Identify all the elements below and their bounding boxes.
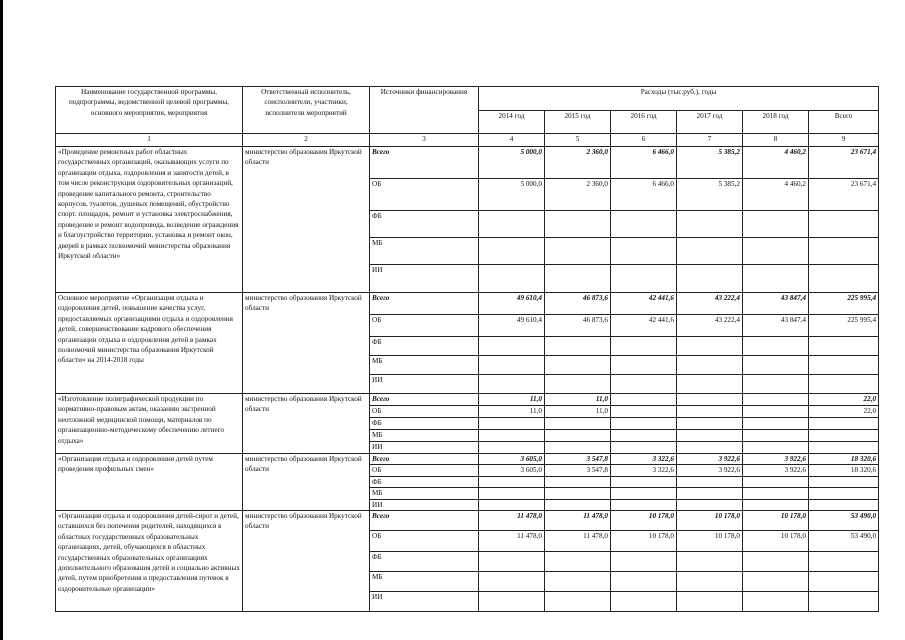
col-number: 6 — [611, 134, 677, 147]
value-cell — [611, 406, 677, 418]
program-name: «Изготовление полиграфической продукции по нормативно-правовым актам, оказанию экстренной неотложной медицинской помощи, материалов по организационно-методическому обеспечению летнего отдыха» — [56, 394, 243, 454]
value-cell: 18 320,6 — [809, 454, 879, 465]
value-cell: 46 873,6 — [545, 293, 611, 315]
source-label: ФБ — [370, 552, 479, 572]
value-cell: 10 178,0 — [611, 531, 677, 552]
table-row — [56, 293, 879, 315]
source-label: ФБ — [370, 337, 479, 356]
value-cell: 225 995,4 — [809, 293, 879, 315]
source-label: ОБ — [370, 315, 479, 337]
table-row — [56, 511, 879, 531]
value-cell: 11,0 — [479, 406, 545, 418]
value-cell — [743, 394, 809, 406]
budget-table — [55, 86, 879, 612]
value-cell: 10 178,0 — [677, 511, 743, 531]
header-source: Источники финансирования — [370, 87, 479, 134]
source-label: ФБ — [370, 211, 479, 238]
value-cell: 3 322,6 — [611, 454, 677, 465]
program-name: «Проведение ремонтных работ областных государственных организаций, оказывающих услуги по организации отдыха, оздоровления и занятости детей, в том числе реконструкция оздоровительных организаций, проведение капитального ремонта, строительство корпусов, туалетов, душевых помещений, обустройство спорт. площадок, ремонт и установка электроснабжения, проведение и ремонт водопровода, возведение ограждения и благоустройство территории, установка и ремонт окон, дверей в рамках полномочий министерства образования Иркутской области» — [56, 147, 243, 293]
value-cell: 22,0 — [809, 394, 879, 406]
source-label: Всего — [370, 394, 479, 406]
col-number: 7 — [677, 134, 743, 147]
header-year: 2014 год — [479, 110, 545, 134]
value-cell — [677, 406, 743, 418]
value-cell: 11 478,0 — [545, 531, 611, 552]
header-executor: Ответственный исполнитель, соисполнители, участники, исполнители мероприятий — [243, 87, 370, 134]
source-label: МБ — [370, 488, 479, 499]
source-label: ФБ — [370, 476, 479, 487]
col-number: 5 — [545, 134, 611, 147]
value-cell: 43 847,4 — [743, 293, 809, 315]
source-label: Всего — [370, 511, 479, 531]
source-label: Всего — [370, 293, 479, 315]
source-label: ИИ — [370, 375, 479, 394]
value-cell: 11 478,0 — [479, 531, 545, 552]
value-cell: 49 610,4 — [479, 315, 545, 337]
header-year-total: Всего — [809, 110, 879, 134]
value-cell: 11,0 — [545, 394, 611, 406]
value-cell: 43 222,4 — [677, 293, 743, 315]
value-cell: 4 460,2 — [743, 147, 809, 179]
source-label: ИИ — [370, 499, 479, 510]
col-number: 9 — [809, 134, 879, 147]
value-cell: 2 360,0 — [545, 147, 611, 179]
value-cell: 3 605,0 — [479, 454, 545, 465]
value-cell: 11,0 — [479, 394, 545, 406]
source-label: МБ — [370, 572, 479, 592]
header-year: 2018 год — [743, 110, 809, 134]
value-cell: 53 490,0 — [809, 511, 879, 531]
value-cell: 43 847,4 — [743, 315, 809, 337]
value-cell: 5 385,2 — [677, 147, 743, 179]
value-cell: 10 178,0 — [743, 531, 809, 552]
program-name: Основное мероприятие «Организация отдыха и оздоровления детей, повышение качества услуг, предоставляемых организациями отдыха и оздоровления детей, совершенствование кадрового обеспечения организации отдыха и оздоровления детей в рамках полномочий министерства образования Иркутской области» на 2014-2018 годы — [56, 293, 243, 394]
value-cell: 18 320,6 — [809, 465, 879, 476]
col-number: 2 — [243, 134, 370, 147]
value-cell: 53 490,0 — [809, 531, 879, 552]
value-cell — [743, 406, 809, 418]
value-cell: 2 360,0 — [545, 179, 611, 211]
header-year: 2017 год — [677, 110, 743, 134]
value-cell: 11 478,0 — [479, 511, 545, 531]
table-row — [56, 147, 879, 179]
value-cell: 49 610,4 — [479, 293, 545, 315]
header-expenses: Расходы (тыс.руб.), годы — [479, 87, 879, 111]
source-label: ОБ — [370, 465, 479, 476]
source-label: ИИ — [370, 442, 479, 454]
executor-name: министерство образования Иркутской области — [243, 394, 370, 454]
table-row — [56, 454, 879, 465]
value-cell: 10 178,0 — [611, 511, 677, 531]
value-cell: 4 460,2 — [743, 179, 809, 211]
source-label: ОБ — [370, 531, 479, 552]
header-year: 2016 год — [611, 110, 677, 134]
col-number: 3 — [370, 134, 479, 147]
value-cell: 43 222,4 — [677, 315, 743, 337]
value-cell: 46 873,6 — [545, 315, 611, 337]
value-cell: 3 605,0 — [479, 465, 545, 476]
value-cell: 42 441,6 — [611, 293, 677, 315]
value-cell: 5 000,0 — [479, 179, 545, 211]
value-cell: 3 547,8 — [545, 454, 611, 465]
value-cell: 42 441,6 — [611, 315, 677, 337]
table-row — [56, 394, 879, 406]
value-cell: 3 322,6 — [611, 465, 677, 476]
value-cell: 10 178,0 — [677, 531, 743, 552]
source-label: ОБ — [370, 179, 479, 211]
source-label: Всего — [370, 454, 479, 465]
value-cell: 3 922,6 — [743, 465, 809, 476]
source-label: МБ — [370, 430, 479, 442]
source-label: Всего — [370, 147, 479, 179]
value-cell: 5 000,0 — [479, 147, 545, 179]
value-cell: 6 466,0 — [611, 147, 677, 179]
value-cell: 11,0 — [545, 406, 611, 418]
value-cell — [611, 394, 677, 406]
executor-name: министерство образования Иркутской области — [243, 293, 370, 394]
document-page — [55, 86, 878, 612]
col-number: 1 — [56, 134, 243, 147]
scan-edge — [0, 0, 3, 640]
value-cell: 3 922,6 — [743, 454, 809, 465]
col-number: 8 — [743, 134, 809, 147]
program-name: «Организация отдыха и оздоровления детей путем проведения профильных смен» — [56, 454, 243, 511]
value-cell: 6 466,0 — [611, 179, 677, 211]
value-cell — [677, 394, 743, 406]
value-cell: 10 178,0 — [743, 511, 809, 531]
value-cell: 225 995,4 — [809, 315, 879, 337]
value-cell: 23 671,4 — [809, 147, 879, 179]
value-cell: 5 385,2 — [677, 179, 743, 211]
source-label: ИИ — [370, 265, 479, 293]
source-label: МБ — [370, 356, 479, 375]
value-cell: 22,0 — [809, 406, 879, 418]
source-label: ОБ — [370, 406, 479, 418]
value-cell: 3 922,6 — [677, 454, 743, 465]
col-number: 4 — [479, 134, 545, 147]
value-cell: 3 547,8 — [545, 465, 611, 476]
executor-name: министерство образования Иркутской области — [243, 147, 370, 293]
source-label: МБ — [370, 238, 479, 265]
value-cell: 23 671,4 — [809, 179, 879, 211]
value-cell: 11 478,0 — [545, 511, 611, 531]
executor-name: министерство образования Иркутской области — [243, 454, 370, 511]
value-cell: 3 922,6 — [677, 465, 743, 476]
executor-name: министерство образования Иркутской области — [243, 511, 370, 612]
program-name: «Организация отдыха и оздоровления детей-сирот и детей, оставшихся без попечения родителей, находящихся в областных государственных образовательных организациях, детей, обучающихся в областных государственных образовательных организациях дополнительного образования детей и социально активных детей, путем приобретения и предоставления путевок в оздоровительные организации» — [56, 511, 243, 612]
source-label: ИИ — [370, 592, 479, 612]
source-label: ФБ — [370, 418, 479, 430]
header-year: 2015 год — [545, 110, 611, 134]
header-program: Наименование государственной программы, подпрограммы, ведомственной целевой программы, основного мероприятия, мероприятия — [56, 87, 243, 134]
